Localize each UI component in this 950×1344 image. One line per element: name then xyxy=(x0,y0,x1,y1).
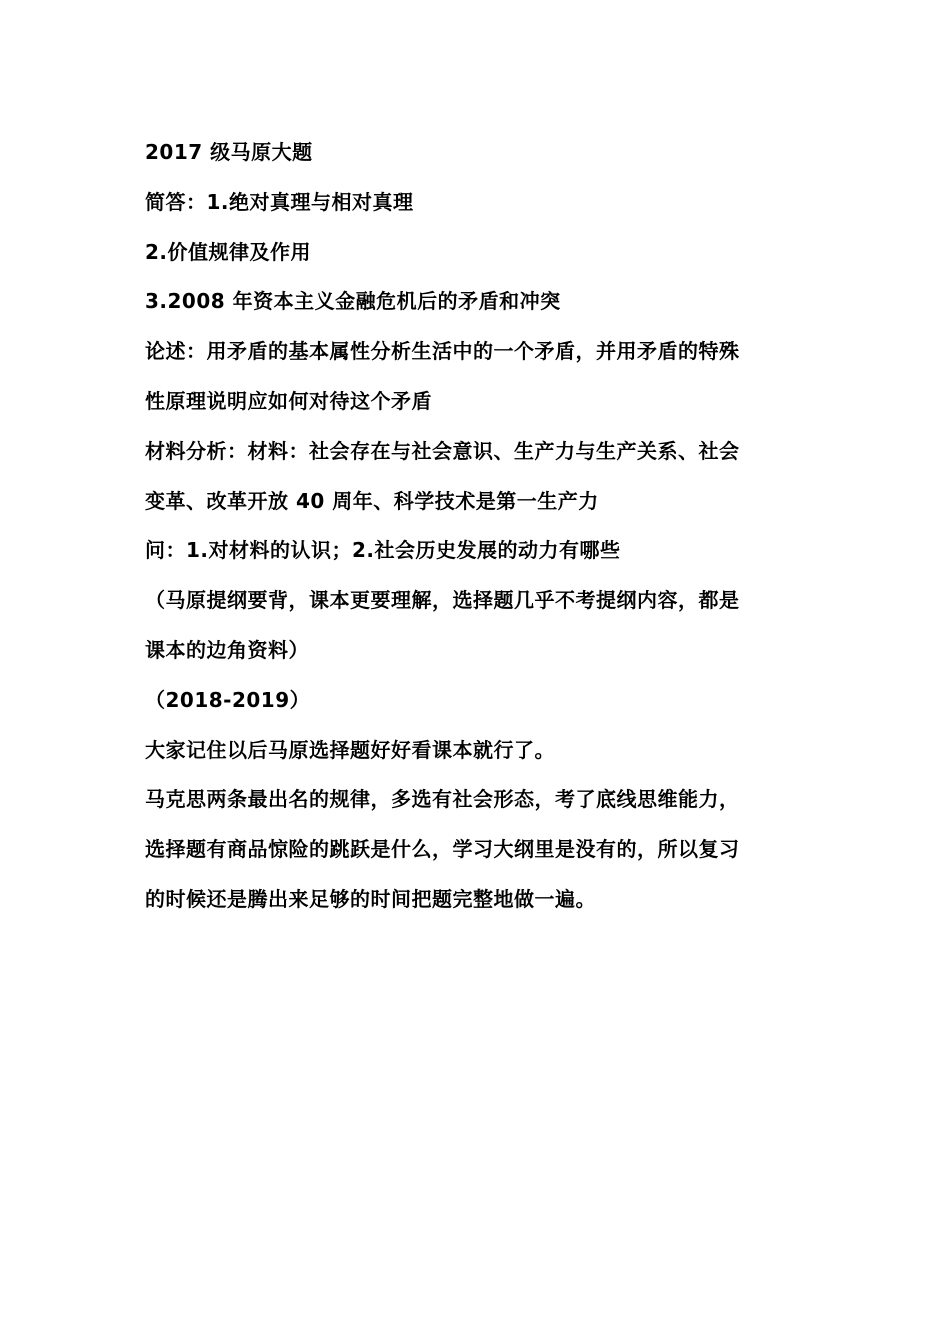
heading-2018-2019: （2018-2019） xyxy=(145,687,311,712)
advice-line-2: 马克思两条最出名的规律，多选有社会形态，考了底线思维能力， xyxy=(145,787,740,812)
note-line-1: （马原提纲要背，课本更要理解，选择题几乎不考提纲内容，都是 xyxy=(145,588,740,613)
essay-question-line-1: 论述：用矛盾的基本属性分析生活中的一个矛盾，并用矛盾的特殊 xyxy=(145,339,740,364)
material-analysis-questions: 问：1.对材料的认识；2.社会历史发展的动力有哪些 xyxy=(145,538,621,563)
advice-line-3: 选择题有商品惊险的跳跃是什么，学习大纲里是没有的，所以复习 xyxy=(145,837,740,862)
essay-question-line-2: 性原理说明应如何对待这个矛盾 xyxy=(145,388,432,413)
document-body xyxy=(145,128,815,925)
short-answer-question-3: 3.2008 年资本主义金融危机后的矛盾和冲突 xyxy=(145,289,561,314)
advice-line-1: 大家记住以后马原选择题好好看课本就行了。 xyxy=(145,737,555,762)
note-line-2: 课本的边角资料） xyxy=(145,637,309,662)
advice-line-4: 的时候还是腾出来足够的时间把题完整地做一遍。 xyxy=(145,886,596,911)
short-answer-question-2: 2.价值规律及作用 xyxy=(145,239,312,264)
material-analysis-line-2: 变革、改革开放 40 周年、科学技术是第一生产力 xyxy=(145,488,599,513)
heading-2017-exam: 2017 级马原大题 xyxy=(145,140,313,164)
short-answer-question-1: 简答：1.绝对真理与相对真理 xyxy=(145,189,414,214)
material-analysis-line-1: 材料分析：材料：社会存在与社会意识、生产力与生产关系、社会 xyxy=(145,438,740,463)
